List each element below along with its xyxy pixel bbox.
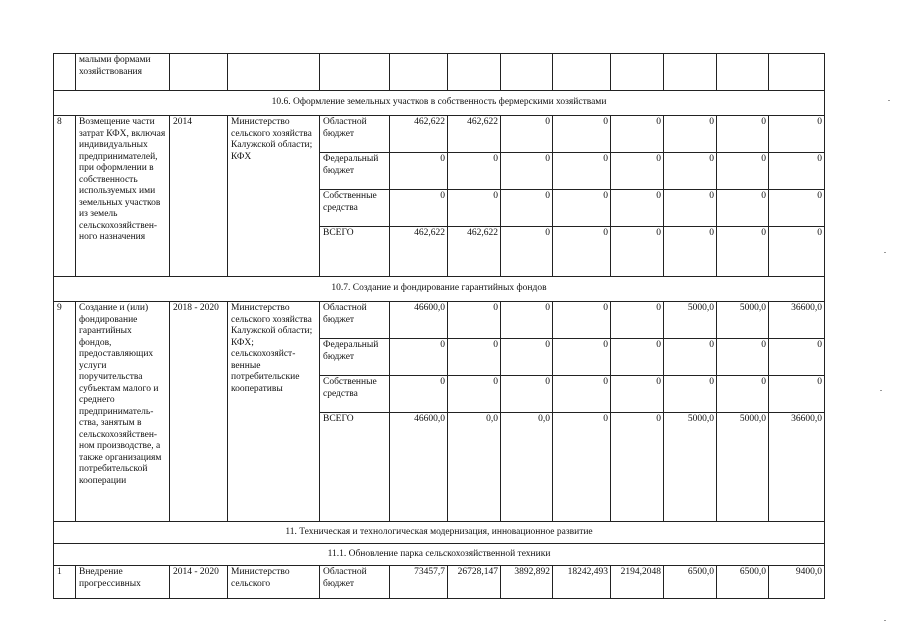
value-cell: 462,622 (448, 227, 501, 277)
value-cell: 462,622 (390, 116, 448, 153)
value-cell: 0 (717, 339, 769, 376)
section-heading-row (54, 91, 825, 116)
value-cell: 0 (448, 190, 501, 227)
measure-executor: Министерство сельского хозяйства Калужской области; КФХ (228, 116, 320, 277)
value-cell: 0 (501, 339, 553, 376)
value-cell: 0 (717, 153, 769, 190)
value-cell: 0 (553, 190, 611, 227)
measure-executor: Министерство сельского хозяйства Калужской области; КФХ; сельскохозяйст-венные потребительские кооперативы (228, 302, 320, 522)
value-cell: 5000,0 (717, 302, 769, 339)
value-cell: 0 (553, 153, 611, 190)
value-cell: 0 (501, 116, 553, 153)
row-number: 9 (54, 302, 76, 522)
row-number: 1 (54, 566, 76, 599)
value-cell: 5000,0 (664, 302, 717, 339)
section-heading-row (54, 277, 825, 302)
funding-source: ВСЕГО (320, 413, 390, 522)
value-cell: 0 (769, 227, 825, 277)
funding-source: Областной бюджет (320, 302, 390, 339)
value-cell: 73457,7 (390, 566, 448, 599)
value-cell: 6500,0 (717, 566, 769, 599)
value-cell: 0 (717, 116, 769, 153)
value-cell: 0 (611, 376, 664, 413)
value-cell: 0 (501, 153, 553, 190)
value-cell: 0 (717, 190, 769, 227)
value-cell: 0 (611, 190, 664, 227)
value-cell: 0 (553, 227, 611, 277)
value-cell: 0 (611, 413, 664, 522)
program-table (53, 53, 825, 599)
table-row (54, 302, 825, 339)
value-cell: 0 (553, 116, 611, 153)
value-cell: 0 (717, 227, 769, 277)
value-cell: 0 (769, 339, 825, 376)
value-cell: 26728,147 (448, 566, 501, 599)
value-cell: 5000,0 (664, 413, 717, 522)
row-number: 8 (54, 116, 76, 277)
value-cell: 0 (553, 376, 611, 413)
section-heading: 10.6. Оформление земельных участков в собственность фермерскими хозяйствами (54, 91, 825, 116)
value-cell: 0 (611, 116, 664, 153)
value-cell: 36600,0 (769, 413, 825, 522)
value-cell: 462,622 (390, 227, 448, 277)
cell-source (320, 54, 390, 91)
value-cell: 5000,0 (717, 413, 769, 522)
funding-source: Федеральный бюджет (320, 153, 390, 190)
value-cell: 0 (664, 116, 717, 153)
value-cell: 46600,0 (390, 302, 448, 339)
value-cell: 18242,493 (553, 566, 611, 599)
value-cell: 0 (664, 190, 717, 227)
value-cell: 0 (664, 227, 717, 277)
value-cell: 0,0 (448, 413, 501, 522)
value-cell: 46600,0 (390, 413, 448, 522)
value-cell: 0 (448, 376, 501, 413)
section-heading: 10.7. Создание и фондирование гарантийных фондов (54, 277, 825, 302)
scan-mark (884, 620, 886, 621)
scan-mark (888, 100, 890, 101)
measure-period: 2014 - 2020 (170, 566, 228, 599)
scan-mark (880, 390, 882, 391)
value-cell: 0 (611, 153, 664, 190)
value-cell: 0 (664, 339, 717, 376)
value-cell: 0 (390, 339, 448, 376)
measure-name: Внедрение прогрессивных (76, 566, 170, 599)
value-cell: 0 (664, 376, 717, 413)
value-cell: 0 (769, 376, 825, 413)
value-cell: 0 (611, 227, 664, 277)
measure-name: Возмещение части затрат КФХ, включая индивидуальных предпринимателей, при оформлении в собственность используемых ими земельных участков из земель сельскохозяйствен-ного назначения (76, 116, 170, 277)
value-cell: 0,0 (501, 413, 553, 522)
value-cell: 0 (448, 153, 501, 190)
scan-mark (884, 252, 886, 253)
value-cell: 3892,892 (501, 566, 553, 599)
funding-source: Собственные средства (320, 376, 390, 413)
value-cell: 0 (390, 190, 448, 227)
cell-num (54, 54, 76, 91)
cell-value (717, 54, 769, 91)
value-cell: 36600,0 (769, 302, 825, 339)
cell-value (611, 54, 664, 91)
funding-source: Федеральный бюджет (320, 339, 390, 376)
cell-period (170, 54, 228, 91)
measure-executor: Министерство сельского (228, 566, 320, 599)
cell-value (553, 54, 611, 91)
funding-source: Собственные средства (320, 190, 390, 227)
cell-value (664, 54, 717, 91)
value-cell: 0 (553, 302, 611, 339)
value-cell: 462,622 (448, 116, 501, 153)
value-cell: 0 (769, 190, 825, 227)
value-cell: 0 (501, 302, 553, 339)
value-cell: 0 (611, 339, 664, 376)
section-heading-row (54, 522, 825, 544)
value-cell: 0 (448, 339, 501, 376)
value-cell: 6500,0 (664, 566, 717, 599)
value-cell: 0 (390, 153, 448, 190)
cell-name: малыми формами хозяйствования (76, 54, 170, 91)
value-cell: 0 (448, 302, 501, 339)
value-cell: 0 (553, 339, 611, 376)
value-cell: 2194,2048 (611, 566, 664, 599)
cell-value (769, 54, 825, 91)
cell-value (448, 54, 501, 91)
value-cell: 9400,0 (769, 566, 825, 599)
value-cell: 0 (553, 413, 611, 522)
value-cell: 0 (769, 153, 825, 190)
table-row (54, 566, 825, 599)
cell-value (501, 54, 553, 91)
section-heading: 11.1. Обновление парка сельскохозяйственной техники (54, 544, 825, 566)
cell-value (390, 54, 448, 91)
value-cell: 0 (501, 376, 553, 413)
value-cell: 0 (390, 376, 448, 413)
value-cell: 0 (501, 227, 553, 277)
funding-source: Областной бюджет (320, 566, 390, 599)
value-cell: 0 (769, 116, 825, 153)
section-heading-row (54, 544, 825, 566)
measure-name: Создание и (или) фондирование гарантийных фондов, предоставляющих услуги поручительства субъектам малого и среднего предприниматель-ства, занятым в сельскохозяйствен-ном производстве, а также организациям потребительской кооперации (76, 302, 170, 522)
value-cell: 0 (611, 302, 664, 339)
value-cell: 0 (664, 153, 717, 190)
value-cell: 0 (717, 376, 769, 413)
table-row (54, 116, 825, 153)
section-heading: 11. Техническая и технологическая модернизация, инновационное развитие (54, 522, 825, 544)
funding-source: ВСЕГО (320, 227, 390, 277)
value-cell: 0 (501, 190, 553, 227)
cell-executor (228, 54, 320, 91)
table-row (54, 54, 825, 91)
measure-period: 2018 - 2020 (170, 302, 228, 522)
funding-source: Областной бюджет (320, 116, 390, 153)
measure-period: 2014 (170, 116, 228, 277)
